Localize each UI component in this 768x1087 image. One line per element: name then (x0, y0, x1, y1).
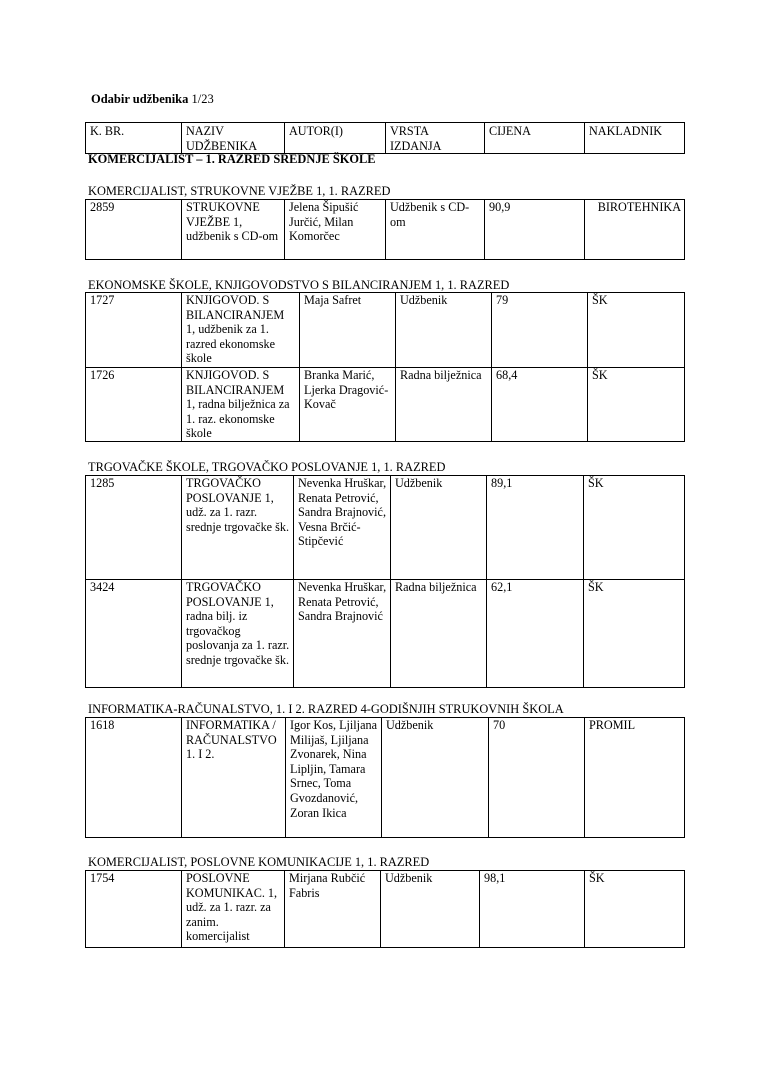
cell-cijena: 68,4 (492, 368, 588, 442)
table-row (86, 476, 685, 580)
section-table (85, 475, 685, 688)
header-nakladnik: NAKLADNIK (585, 123, 685, 154)
header-table (85, 122, 685, 154)
cell-vrsta: Udžbenik (391, 476, 487, 580)
cell-cijena: 98,1 (480, 871, 585, 948)
table-row (86, 580, 685, 688)
cell-naziv: INFORMATIKA / RAČUNALSTVO 1. I 2. (182, 718, 286, 838)
cell-vrsta: Radna bilježnica (391, 580, 487, 688)
section-table (85, 717, 685, 838)
table-row (86, 293, 685, 368)
cell-naziv: STRUKOVNE VJEŽBE 1, udžbenik s CD-om (182, 200, 285, 260)
cell-nakladnik: ŠK (584, 476, 685, 580)
cell-nakladnik: PROMIL (585, 718, 685, 838)
cell-autor: Mirjana Rubčić Fabris (285, 871, 381, 948)
cell-kbr: 1727 (86, 293, 182, 368)
main-heading: KOMERCIJALIST – 1. RAZRED SREDNJE ŠKOLE (88, 152, 376, 166)
cell-cijena: 79 (492, 293, 588, 368)
table-row (86, 871, 685, 948)
cell-cijena: 62,1 (487, 580, 584, 688)
header-naziv: NAZIV UDŽBENIKA (182, 123, 285, 154)
section-table (85, 199, 685, 260)
cell-kbr: 1754 (86, 871, 182, 948)
cell-kbr: 3424 (86, 580, 182, 688)
cell-kbr: 2859 (86, 200, 182, 260)
header-vrsta: VRSTA IZDANJA (386, 123, 485, 154)
section-table (85, 870, 685, 948)
cell-vrsta: Udžbenik (382, 718, 489, 838)
cell-vrsta: Radna bilježnica (396, 368, 492, 442)
header-cijena: CIJENA (485, 123, 585, 154)
cell-autor: Jelena Šipušić Jurčić, Milan Komorčec (285, 200, 386, 260)
cell-naziv: KNJIGOVOD. S BILANCIRANJEM 1, udžbenik za 1. razred ekonomske škole (182, 293, 300, 368)
page-title (91, 92, 214, 107)
cell-vrsta: Udžbenik s CD-om (386, 200, 485, 260)
section-title: EKONOMSKE ŠKOLE, KNJIGOVODSTVO S BILANCIRANJEM 1, 1. RAZRED (88, 278, 510, 292)
section-title: KOMERCIJALIST, POSLOVNE KOMUNIKACIJE 1, 1. RAZRED (88, 855, 430, 869)
table-row (86, 718, 685, 838)
cell-nakladnik: ŠK (588, 368, 685, 442)
section-title: TRGOVAČKE ŠKOLE, TRGOVAČKO POSLOVANJE 1, 1. RAZRED (88, 460, 446, 474)
header-row (86, 123, 685, 154)
cell-autor: Nevenka Hruškar, Renata Petrović, Sandra Brajnović, Vesna Brčić-Stipčević (294, 476, 391, 580)
section-table (85, 292, 685, 442)
cell-nakladnik: ŠK (584, 580, 685, 688)
page-number: 1/23 (188, 92, 214, 106)
cell-kbr: 1726 (86, 368, 182, 442)
cell-autor: Igor Kos, Ljiljana Milijaš, Ljiljana Zvonarek, Nina Lipljin, Tamara Srnec, Toma Gvozdanović, Zoran Ikica (286, 718, 382, 838)
cell-nakladnik: ŠK (588, 293, 685, 368)
cell-vrsta: Udžbenik (381, 871, 480, 948)
section-title: KOMERCIJALIST, STRUKOVNE VJEŽBE 1, 1. RAZRED (88, 184, 391, 198)
table-row (86, 368, 685, 442)
header-kbr: K. BR. (86, 123, 182, 154)
cell-autor: Maja Safret (300, 293, 396, 368)
cell-vrsta: Udžbenik (396, 293, 492, 368)
cell-naziv: KNJIGOVOD. S BILANCIRANJEM 1, radna bilježnica za 1. raz. ekonomske škole (182, 368, 300, 442)
cell-autor: Branka Marić, Ljerka Dragović-Kovač (300, 368, 396, 442)
cell-nakladnik: BIROTEHNIKA (585, 200, 685, 260)
header-autor: AUTOR(I) (285, 123, 386, 154)
cell-naziv: TRGOVAČKO POSLOVANJE 1, radna bilj. iz trgovačkog poslovanja za 1. razr. srednje trgovačke šk. (182, 580, 294, 688)
cell-cijena: 90,9 (485, 200, 585, 260)
cell-nakladnik: ŠK (585, 871, 685, 948)
table-row (86, 200, 685, 260)
cell-kbr: 1618 (86, 718, 182, 838)
page-title-bold: Odabir udžbenika (91, 92, 189, 106)
cell-cijena: 89,1 (487, 476, 584, 580)
section-title: INFORMATIKA-RAČUNALSTVO, 1. I 2. RAZRED 4-GODIŠNJIH STRUKOVNIH ŠKOLA (88, 702, 564, 716)
cell-cijena: 70 (489, 718, 585, 838)
cell-naziv: POSLOVNE KOMUNIKAC. 1, udž. za 1. razr. za zanim. komercijalist (182, 871, 285, 948)
cell-naziv: TRGOVAČKO POSLOVANJE 1, udž. za 1. razr. srednje trgovačke šk. (182, 476, 294, 580)
cell-kbr: 1285 (86, 476, 182, 580)
cell-autor: Nevenka Hruškar, Renata Petrović, Sandra Brajnović (294, 580, 391, 688)
